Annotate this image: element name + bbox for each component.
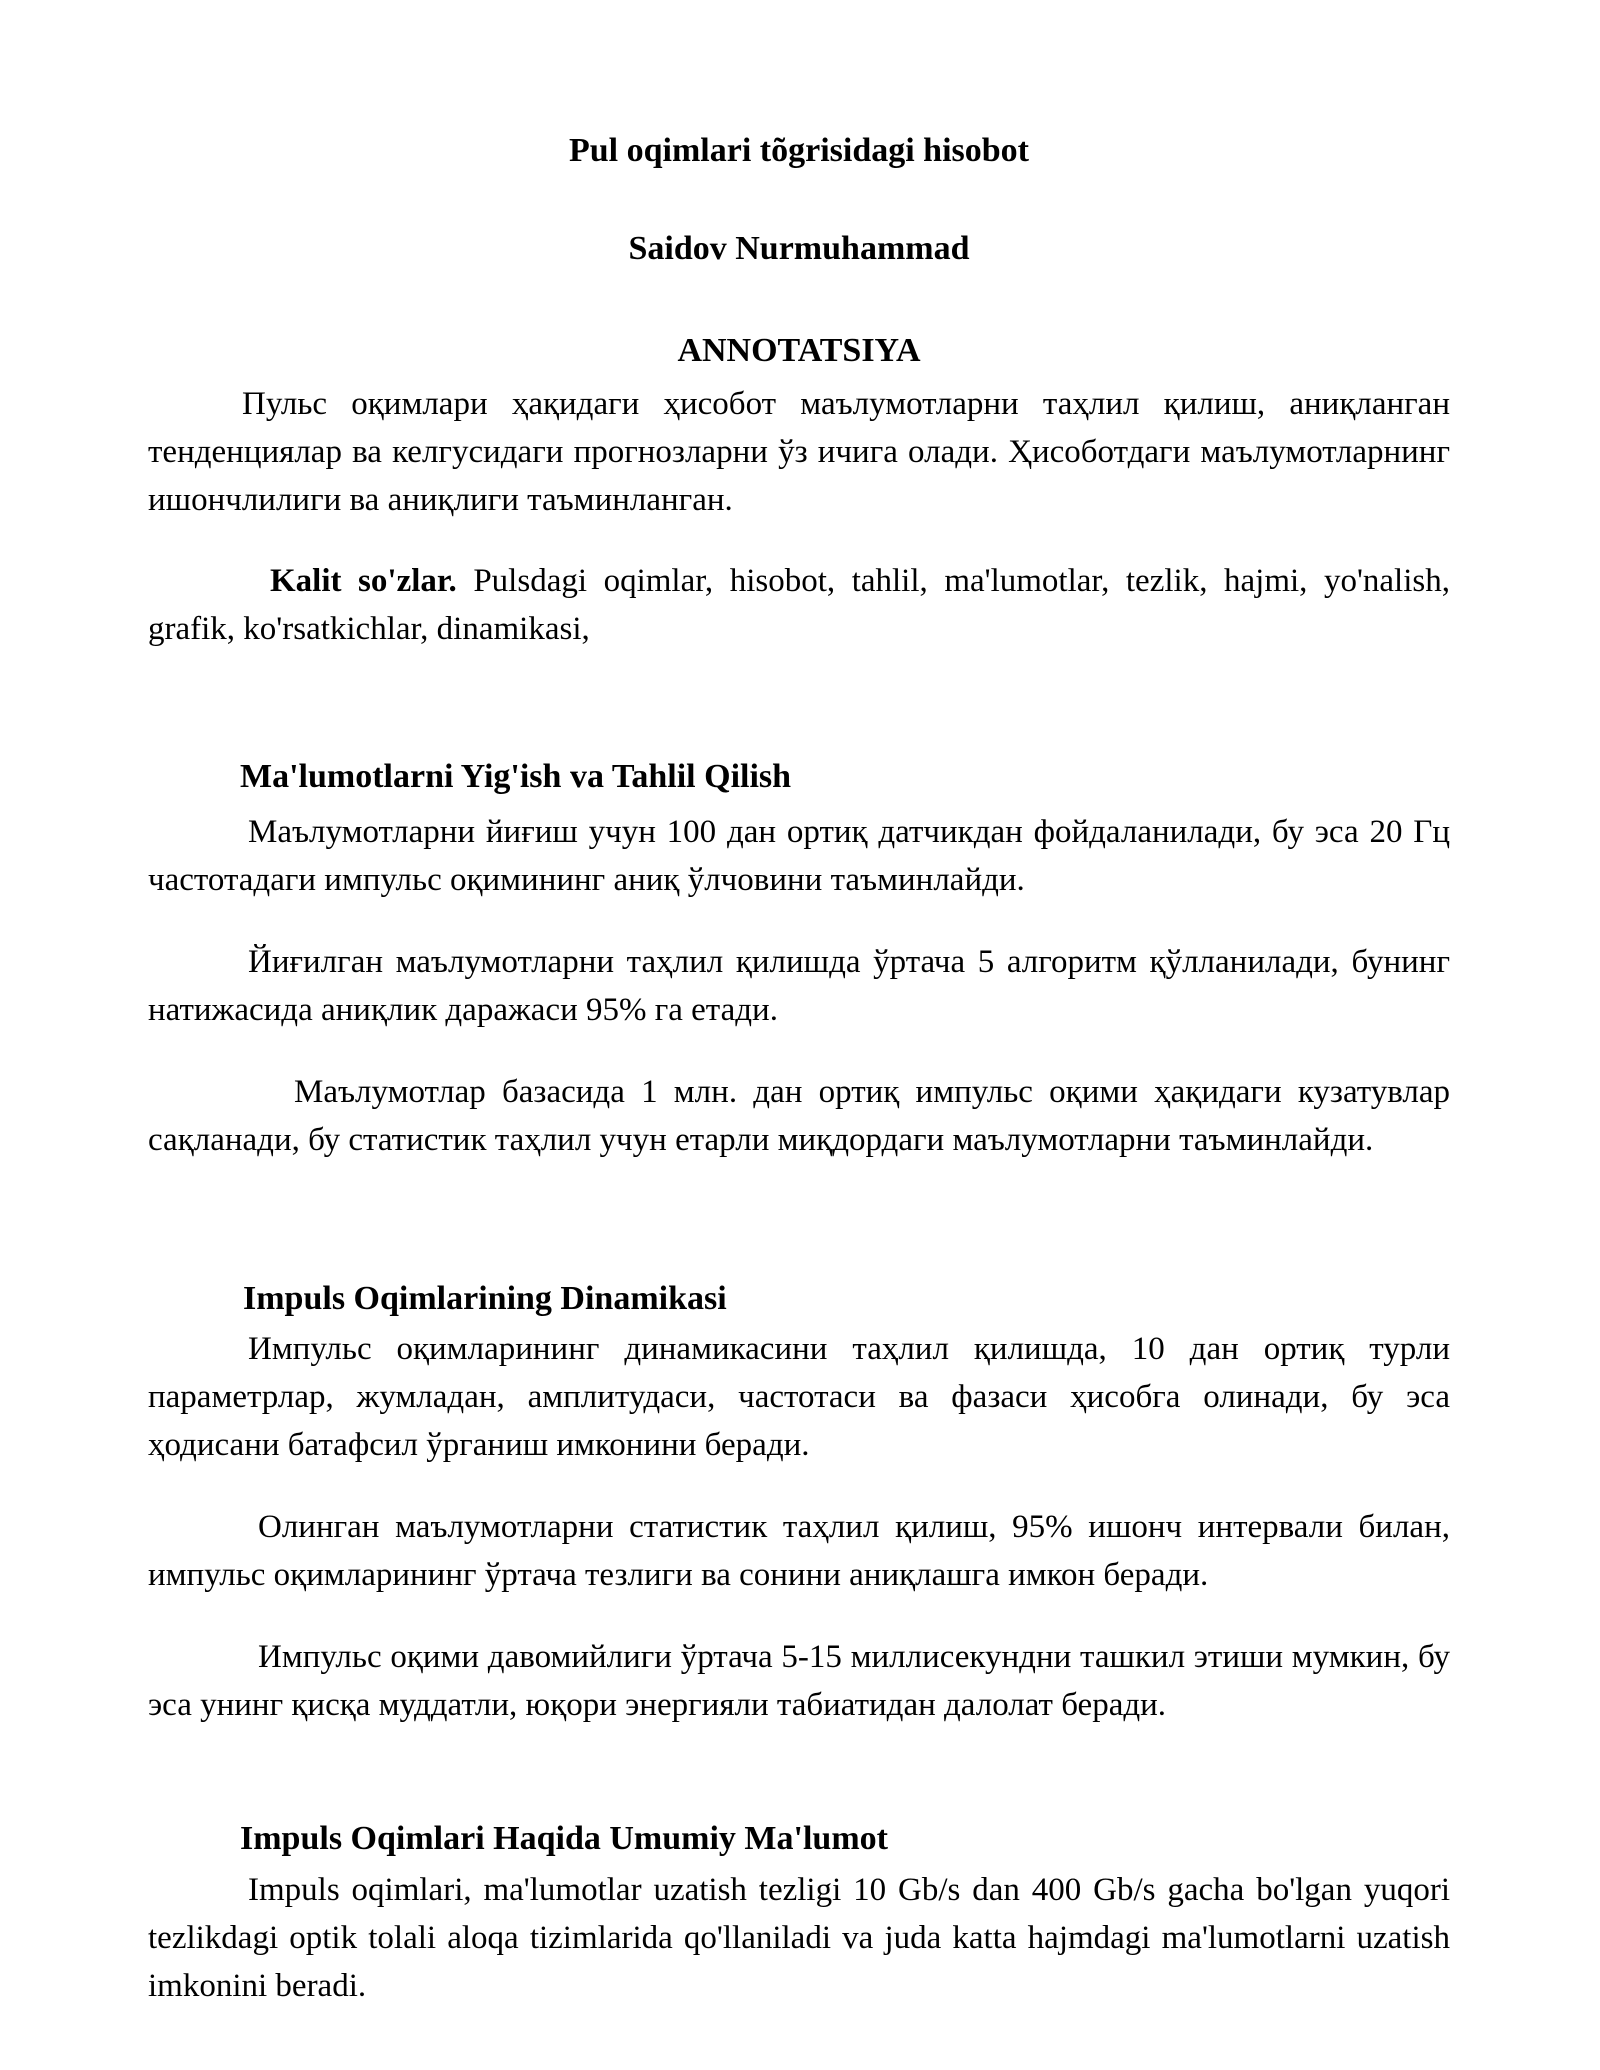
- section-1-paragraph-1: Маълумотларни йиғиш учун 100 дан ортиқ датчикдан фойдаланилади, бу эса 20 Гц частотадаги импульс оқимининг аниқ ўлчовини таъминлайди.: [148, 814, 1450, 898]
- section-1-paragraph-2: Йиғилган маълумотларни таҳлил қилишда ўртача 5 алгоритм қўлланилади, бунинг натижасида аниқлик даражаси 95% га етади.: [148, 944, 1450, 1028]
- section-2-paragraph-1: Импульс оқимларининг динамикасини таҳлил қилишда, 10 дан ортиқ турли параметрлар, жумладан, амплитудаси, частотаси ва фазаси ҳисобга олинади, бу эса ҳодисани батафсил ўрганиш имконини беради.: [148, 1331, 1450, 1463]
- section-1-paragraph-3: Маълумотлар базасида 1 млн. дан ортиқ импульс оқими ҳақидаги кузатувлар сақланади, бу статистик таҳлил учун етарли миқдордаги маълумотларни таъминлайди.: [148, 1074, 1450, 1158]
- document-title: Pul oqimlari tõgrisidagi hisobot: [569, 132, 1029, 169]
- section-heading-data-collection: Ma'lumotlarni Yig'ish va Tahlil Qilish: [240, 758, 792, 795]
- section-2-paragraph-2: Олинган маълумотларни статистик таҳлил қилиш, 95% ишонч интервали билан, импульс оқимларининг ўртача тезлиги ва сонини аниқлашга имкон беради.: [148, 1509, 1450, 1593]
- section-2-paragraph-3: Импульс оқими давомийлиги ўртача 5-15 миллисекундни ташкил этиши мумкин, бу эса унинг қисқа муддатли, юқори энергияли табиатидан далолат беради.: [148, 1639, 1450, 1723]
- keywords-paragraph: [148, 557, 1450, 653]
- annotation-text: Пульс оқимлари ҳақидаги ҳисобот маълумотларни таҳлил қилиш, аниқланган тенденциялар ва келгусидаги прогнозларни ўз ичига олади. Ҳисоботдаги маълумотларнинг ишончлилиги ва аниқлиги таъминланган.: [148, 386, 1450, 518]
- keywords-text: Pulsdagi oqimlar, hisobot, tahlil, ma'lumotlar, tezlik, hajmi, yo'nalish, grafik, ko'rsatkichlar, dinamikasi,: [148, 563, 1450, 647]
- section-3-paragraph-1: Impuls oqimlari, ma'lumotlar uzatish tezligi 10 Gb/s dan 400 Gb/s gacha bo'lgan yuqori tezlikdagi optik tolali aloqa tizimlarida qo'llaniladi va juda katta hajmdagi ma'lumotlarni uzatish imkonini beradi.: [148, 1872, 1450, 2004]
- section-heading-general-info: Impuls Oqimlari Haqida Umumiy Ma'lumot: [240, 1820, 888, 1857]
- author-name: Saidov Nurmuhammad: [628, 230, 970, 267]
- keywords-label: Kalit so'zlar.: [270, 563, 457, 599]
- annotation-heading: ANNOTATSIYA: [677, 332, 921, 369]
- section-heading-dynamics: Impuls Oqimlarining Dinamikasi: [243, 1280, 727, 1317]
